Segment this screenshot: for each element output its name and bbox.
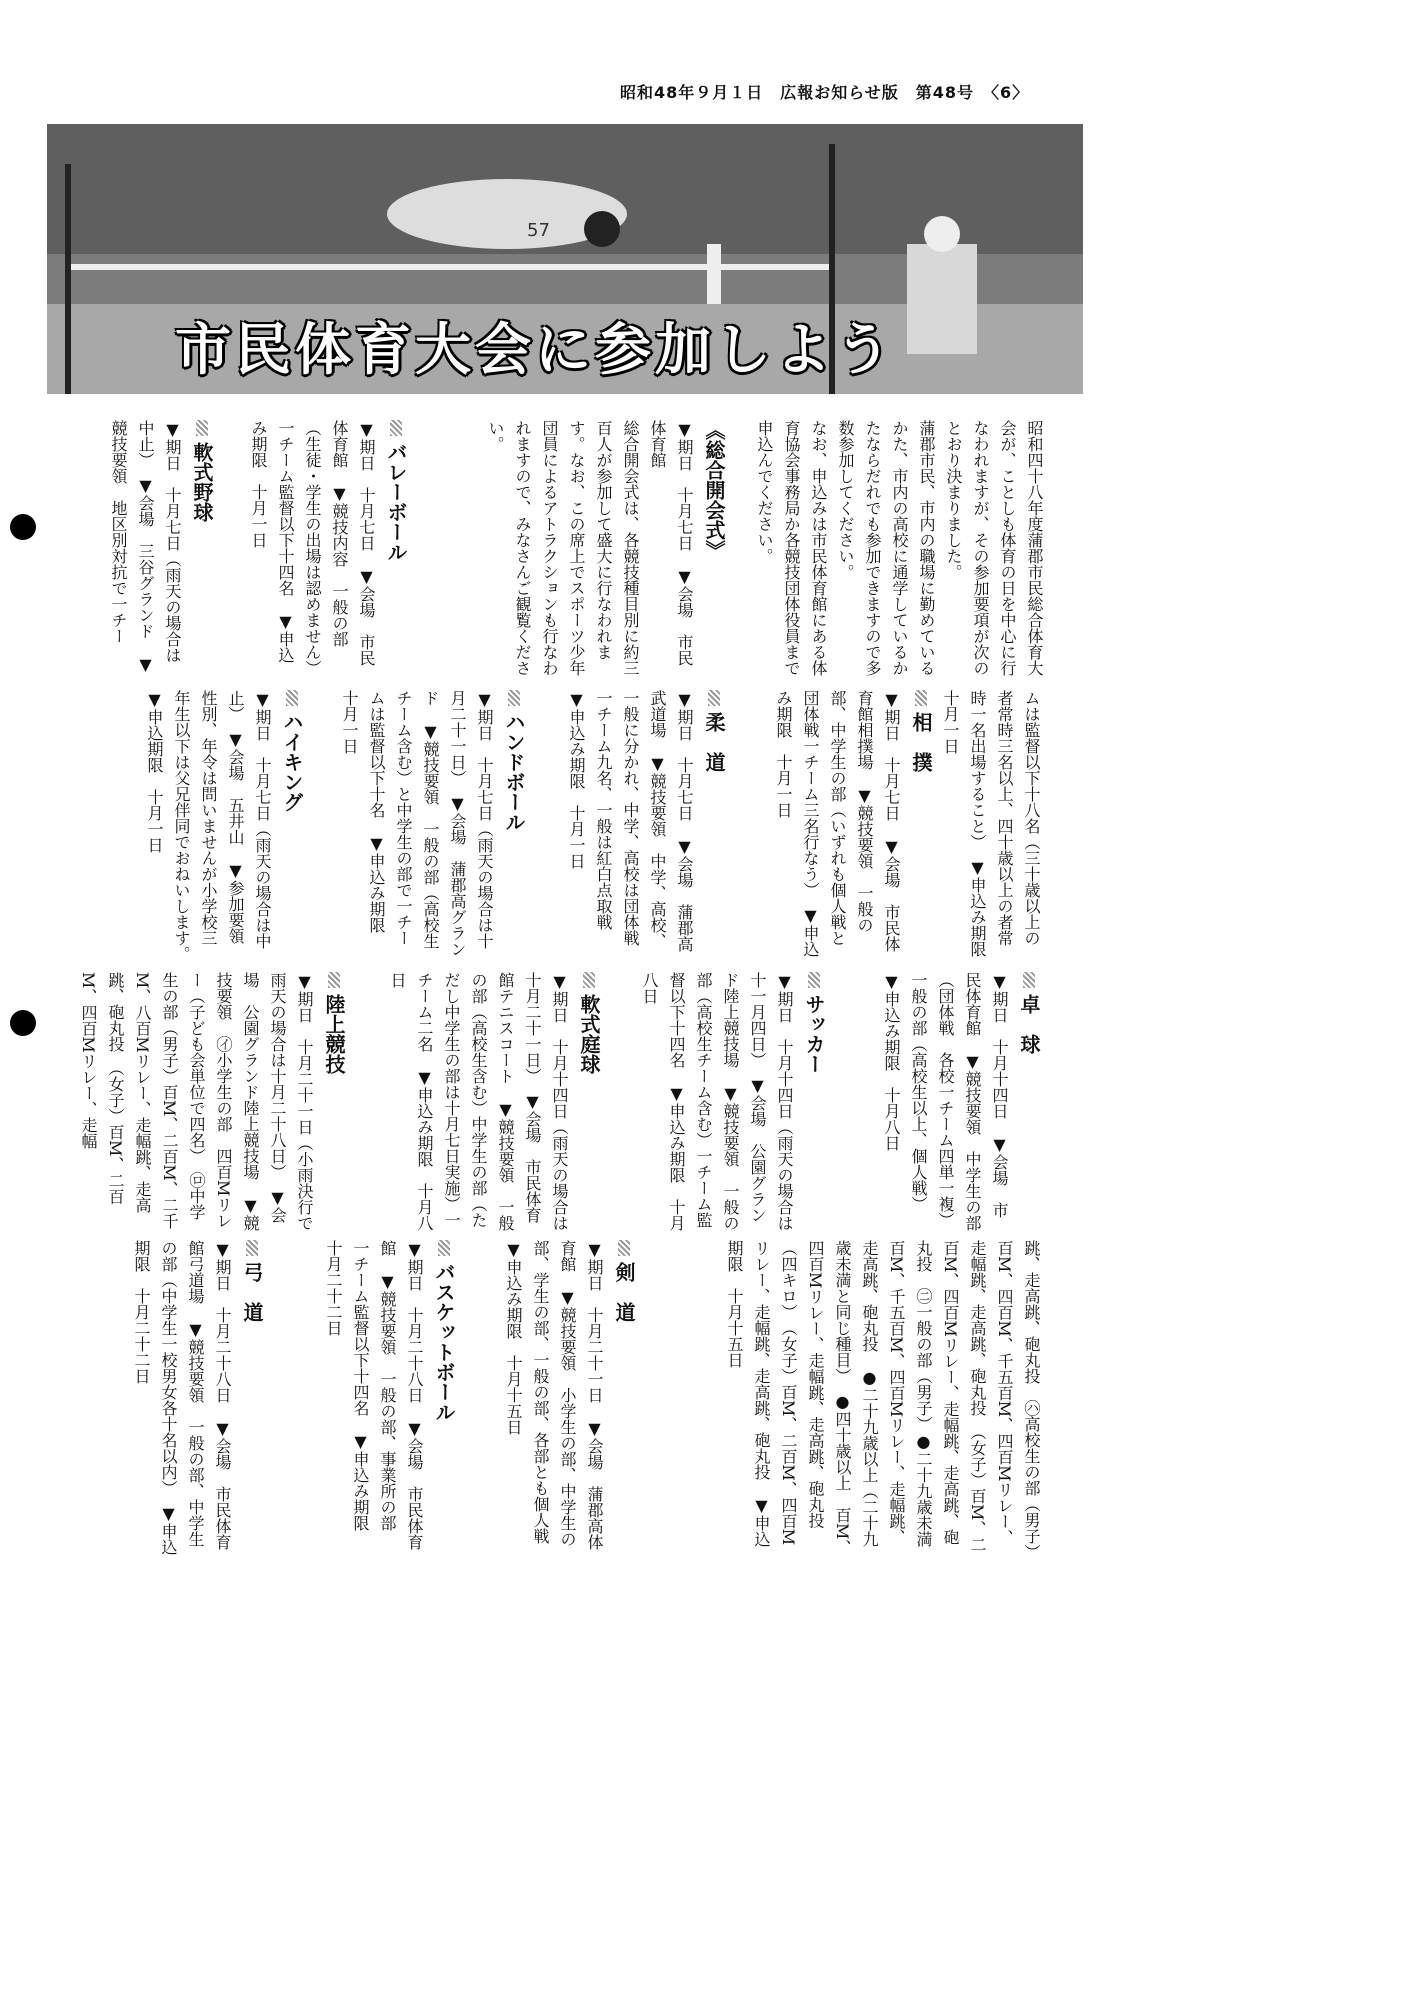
section-basket [280,1240,460,1558]
section-volley-head: バレーボール [380,420,412,678]
section-rikujo [79,972,350,1232]
section-rikujo-head: 陸上競技 [318,972,350,1232]
section-tennis [360,972,605,1232]
section-rikujo-cont [650,1240,1045,1563]
section-soccer-line: ▼期日 十月十四日（雨天の場合は十一月四日） ▼会場 公園グランド陸上競技場 ▼競技要領 一般の部（高校生チーム含む）一チーム監督以下十四名 ▼申込み期限 十月八日 [640,972,794,1231]
section-handball-line: ▼期日 十月七日（雨天の場合は十月二十一日） ▼会場 蒲郡高グランド ▼競技要領 一般の部（高校生チーム含む）と中学生の部で一チームは監督以下十名 ▼申込み期限 十月一日 [340,690,494,957]
section-nanshiki-line: ▼期日 十月七日（雨天の場合は中止） ▼会場 三谷グランド ▼競技要領 地区別対抗で一チー [109,420,182,674]
section-kyudo-head: 弓 道 [236,1240,268,1558]
section-sumo-line: ▼期日 十月七日 ▼会場 市民体育館相撲場 ▼競技要領 一般の部、中学生の部（いずれも個人戦と団体戦一チーム三名行なう） ▼申込み期限 十月一日 [774,690,901,957]
section-kaikai-line-1: ▼期日 十月七日 ▼会場 市民体育館 [648,420,694,666]
section-takkyu-line: ▼期日 十月十四日 ▼会場 市民体育館 ▼競技要領 中学生の部（団体戦 各校一チーム四単一複） 一般の部（高校生以上、個人戦） ▼申込み期限 十月八日 [882,972,1009,1236]
section-tennis-line: ▼期日 十月十四日（雨天の場合は十月二十一日） ▼会場 市民体育館テニスコート ▼競技要領 一般の部（高校生含む）中学生の部（ただし中学生の部は十月七日実施）一チーム二名 ▼申込み期限 十月八日 [388,972,569,1231]
section-kaikai-line-2: 総合開会式は、各競技種目別に約三百人が参加して盛大に行なわれます。なお、この席上でスポーツ少年団員によるアトラクションも行なわれますので、みなさんご観覧ください。 [486,420,640,676]
section-handball-head: ハンドボール [498,690,530,960]
section-kaikai [440,420,730,678]
section-kendo-line: ▼期日 十月二十一日 ▼会場 蒲郡高体育館 ▼競技要領 小学生の部、中学生の部、学生の部、一般の部、各部とも個人戦 ▼申込み期限 十月十五日 [504,1240,604,1560]
binder-hole-bottom [10,1010,36,1036]
section-basket-head: バスケットボール [428,1240,460,1558]
section-sumo-lead: ムは監督以下十八名（三十歳以上の者常時三名以上、四十歳以上の者常時一名出場すること） ▼申込み期限 十月一日 [941,690,1041,973]
bib-number: 57 [527,220,550,241]
section-soccer-head: サッカー [798,972,830,1232]
section-hiking [88,690,308,970]
section-judo [540,690,730,960]
section-judo-line: ▼期日 十月七日 ▼会場 蒲郡高武道場 ▼競技要領 中学、高校、一般に分かれ、中学、高校は団体戦一チーム九名、一般は紅白点取戦 ▼申込み期限 十月一日 [567,690,694,952]
section-takkyu [840,972,1045,1236]
section-kyudo-line: ▼期日 十月二十八日 ▼会場 市民体育館弓道場 ▼競技要領 一般の部、中学生の部（中学生一校男女各十名以内） ▼申込期限 十月二十二日 [132,1240,232,1555]
section-nanshiki [88,420,218,678]
section-rikujo-cont-line: 跳、走高跳、砲丸投 ㋩高校生の部（男子）百M、四百M、千五百M、四百Mリレー、走幅跳、走高跳、砲丸投 （女子）百M、二百M、四百Mリレー、走幅跳、走高跳、砲丸投 ㊁一般の部（男子）●二十九歳未満 百M、千五百M、四百Mリレー、走幅跳、走高跳、砲丸投 ●二十九歳以上（二十九歳未満と同じ種目） ●四十歳以上 百M、四百Mリレー、走幅跳、走高跳、砲丸投（四キロ） （女子）百M、二百M、四百Mリレー、走幅跳、走高跳、砲丸投 ▼申込期限 十月十五日 [725,1240,1041,1563]
intro-text [748,420,1048,678]
section-nanshiki-head: 軟式野球 [186,420,218,678]
section-kendo [470,1240,640,1558]
binder-hole-top [10,514,36,540]
section-rikujo-line: ▼期日 十月二十一日（小雨決行で雨天の場合は十月二十八日） ▼会場 公園グランド陸上競技場 ▼競技要領 ㋑小学生の部 四百Mリレー（子ども会単位で四名） ㋺中学生の部（男子）百M、二百M、二千M、八百Mリレー、走幅跳、走高跳、砲丸投 （女子）百M、二百M、四百Mリレー、走幅 [79,972,314,1231]
section-tennis-head: 軟式庭球 [573,972,605,1232]
section-takkyu-head: 卓 球 [1013,972,1045,1232]
section-volley [232,420,412,678]
section-hiking-line: ▼期日 十月七日（雨天の場合は中止） ▼会場 五井山 ▼参加要領 性別、年令は問いませんが小学校三年生以下は父兄伴同でおねいします。 ▼申込期限 十月一日 [145,690,272,970]
section-sumo [745,690,1045,973]
page-title: 市民体育大会に参加しよう [175,318,895,383]
section-kendo-head: 剣 道 [608,1240,640,1558]
page-header: 昭和48年９月１日 広報お知らせ版 第48号 〈6〉 [620,83,1030,102]
section-kyudo [88,1240,268,1558]
section-hiking-head: ハイキング [276,690,308,960]
section-kaikai-head: 《総合開会式》 [702,420,726,560]
section-volley-line: ▼期日 十月七日 ▼会場 市民体育館 ▼競技内容 一般の部（生徒・学生の出場は認めません）一チーム監督以下十四名 ▼申込み期限 十月一日 [249,420,376,676]
intro-para-2: 蒲郡市民、市内の職場に勤めているかた、市内の高校に通学しているかたならだれでも参加できますので多数参加してください。 [836,420,936,676]
section-judo-head: 柔 道 [698,690,730,960]
section-sumo-head: 相 撲 [905,690,937,960]
intro-para-1: 昭和四十八年度蒲郡市民総合体育大会が、ことしも体育の日を中心に行なわれますが、その参加要項が次のとおり決まりました。 [944,420,1044,676]
section-handball [320,690,530,960]
intro-para-3: なお、申込みは市民体育館にある体育協会事務局か各競技団体役員まで申込んでください。 [755,420,828,676]
section-soccer [615,972,830,1232]
section-basket-line: ▼期日 十月二十八日 ▼会場 市民体育館 ▼競技要領 一般の部、事業所の部 一チーム監督以下十四名 ▼申込み期限 十月二十二日 [324,1240,424,1550]
